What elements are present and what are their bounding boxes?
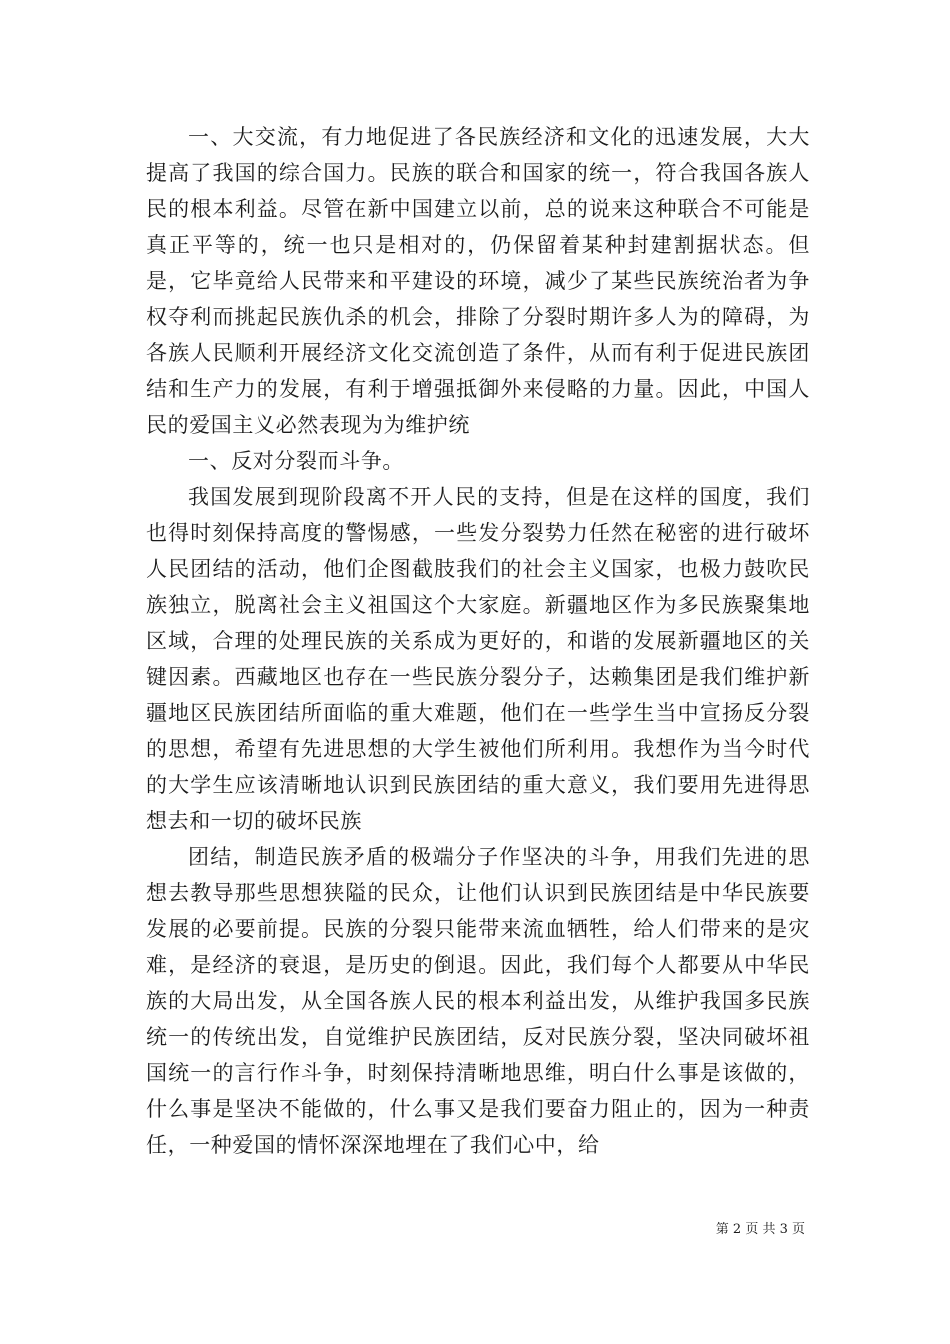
document-body xyxy=(146,119,810,1163)
paragraph-3: 我国发展到现阶段离不开人民的支持，但是在这样的国度，我们也得时刻保持高度的警惕感，一些发分裂势力任然在秘密的进行破坏人民团结的活动，他们企图截肢我们的社会主义国家，也极力鼓吹民族独立，脱离社会主义祖国这个大家庭。新疆地区作为多民族聚集地区域，合理的处理民族的关系成为更好的，和谐的发展新疆地区的关键因素。西藏地区也存在一些民族分裂分子，达赖集团是我们维护新疆地区民族团结所面临的重大难题，他们在一些学生当中宣扬反分裂的思想，希望有先进思想的大学生被他们所利用。我想作为当今时代的大学生应该清晰地认识到民族团结的重大意义，我们要用先进得思想去和一切的破坏民族 xyxy=(146,485,810,833)
paragraph-2: 一、反对分裂而斗争。 xyxy=(188,449,404,473)
page-number-footer: 第 2 页 共 3 页 xyxy=(715,1222,805,1237)
paragraph-4: 团结，制造民族矛盾的极端分子作坚决的斗争，用我们先进的思想去教导那些思想狭隘的民众，让他们认识到民族团结是中华民族要发展的必要前提。民族的分裂只能带来流血牺牲，给人们带来的是灾难，是经济的衰退，是历史的倒退。因此，我们每个人都要从中华民族的大局出发，从全国各族人民的根本利益出发，从维护我国多民族统一的传统出发，自觉维护民族团结，反对民族分裂，坚决同破坏祖国统一的言行作斗争，时刻保持清晰地思维，明白什么事是该做的，什么事是坚决不能做的，什么事又是我们要奋力阻止的，因为一种责任，一种爱国的情怀深深地埋在了我们心中，给 xyxy=(146,845,810,1157)
paragraph-1: 一、大交流，有力地促进了各民族经济和文化的迅速发展，大大提高了我国的综合国力。民族的联合和国家的统一，符合我国各族人民的根本利益。尽管在新中国建立以前，总的说来这种联合不可能是真正平等的，统一也只是相对的，仍保留着某种封建割据状态。但是，它毕竟给人民带来和平建设的环境，减少了某些民族统治者为争权夺利而挑起民族仇杀的机会，排除了分裂时期许多人为的障碍，为各族人民顺利开展经济文化交流创造了条件，从而有利于促进民族团结和生产力的发展，有利于增强抵御外来侵略的力量。因此，中国人民的爱国主义必然表现为为维护统 xyxy=(146,125,810,437)
